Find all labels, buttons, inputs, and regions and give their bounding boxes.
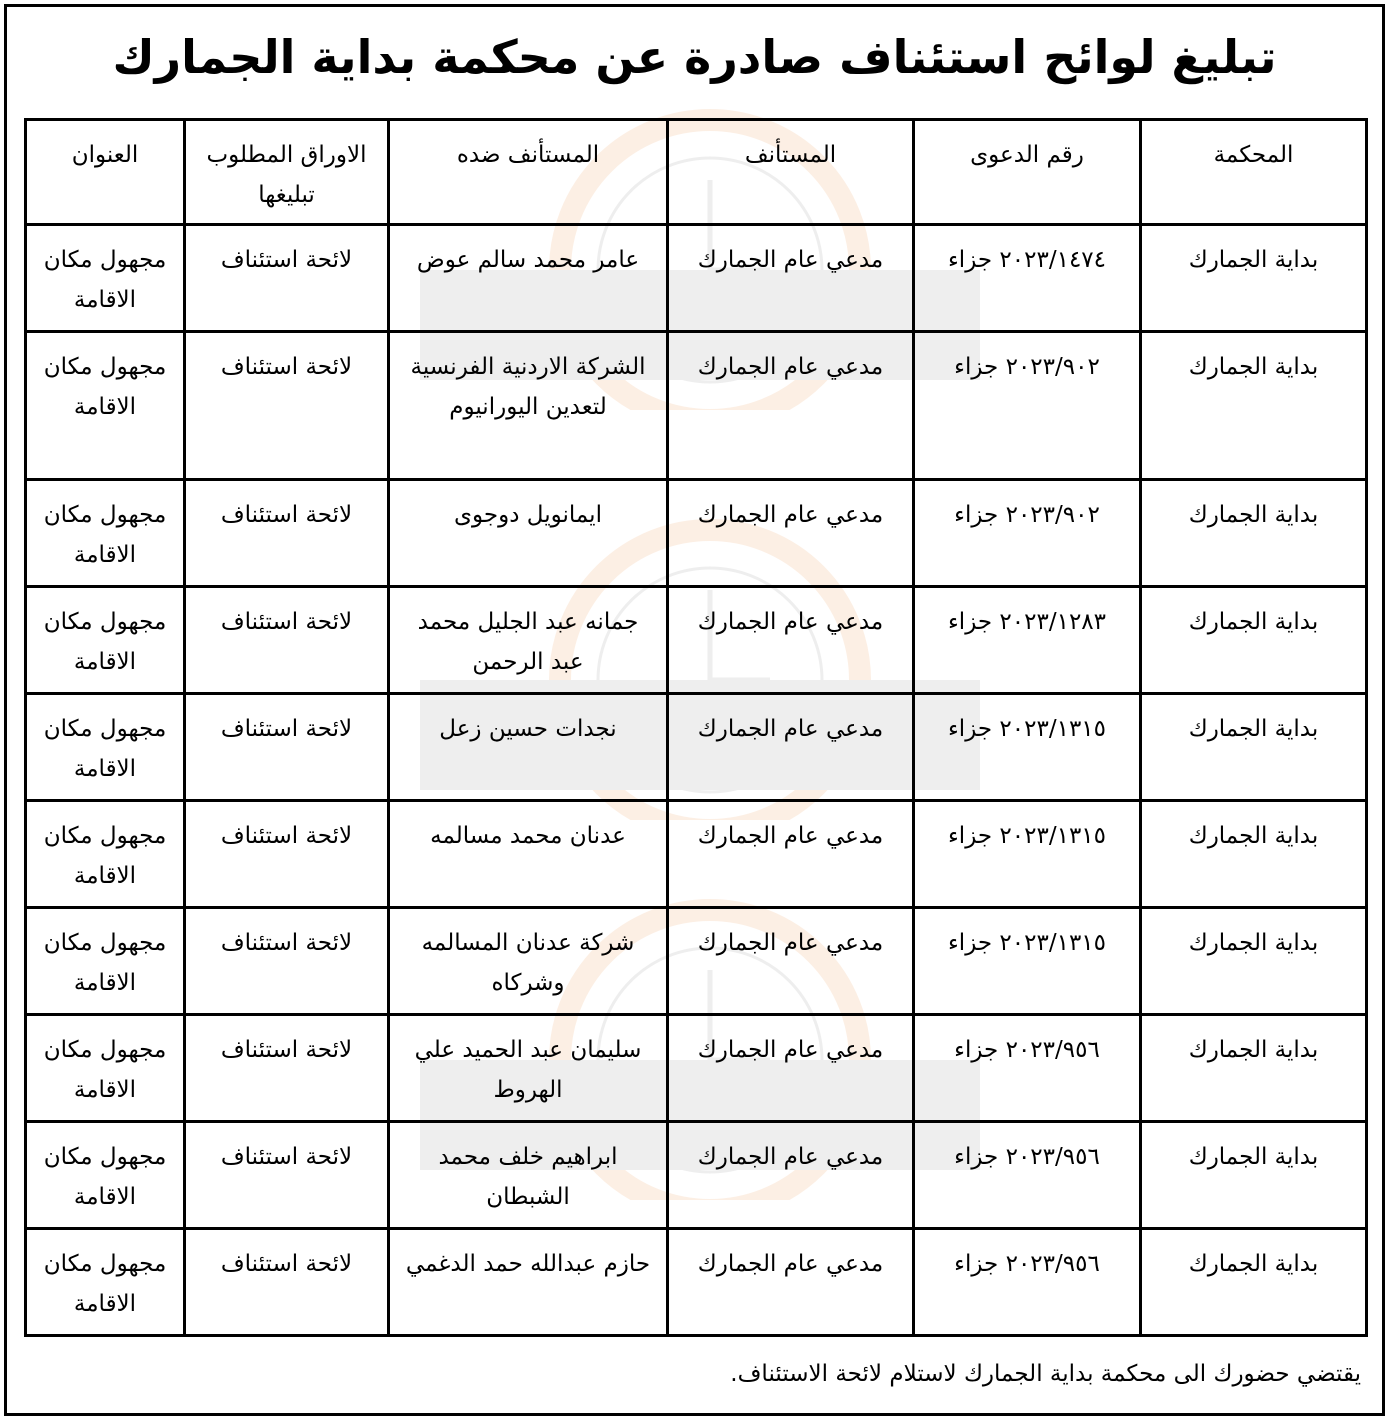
cell-respondent: شركة عدنان المسالمه وشركاه (389, 908, 668, 1015)
cell-case-number: ٢٠٢٣/٩٥٦ جزاء (914, 1015, 1141, 1122)
cell-respondent: ايمانويل دوجوى (389, 480, 668, 587)
cell-address: مجهول مكان الاقامة (26, 332, 185, 480)
cell-address: مجهول مكان الاقامة (26, 1229, 185, 1336)
table-header-row (26, 120, 1367, 225)
table-row (26, 1229, 1367, 1336)
header-case-number: رقم الدعوى (914, 120, 1141, 225)
cell-respondent: حازم عبدالله حمد الدغمي (389, 1229, 668, 1336)
header-documents: الاوراق المطلوب تبليغها (185, 120, 389, 225)
header-respondent: المستأنف ضده (389, 120, 668, 225)
cell-address: مجهول مكان الاقامة (26, 1122, 185, 1229)
cell-appellant: مدعي عام الجمارك (668, 1229, 914, 1336)
cell-documents: لائحة استئناف (185, 694, 389, 801)
cell-case-number: ٢٠٢٣/٩٠٢ جزاء (914, 480, 1141, 587)
cell-court: بداية الجمارك (1141, 1122, 1367, 1229)
cell-address: مجهول مكان الاقامة (26, 225, 185, 332)
notices-table (24, 118, 1368, 1337)
cell-case-number: ٢٠٢٣/٩٥٦ جزاء (914, 1122, 1141, 1229)
page-title: تبليغ لوائح استئناف صادرة عن محكمة بداية الجمارك (112, 30, 1277, 84)
cell-case-number: ٢٠٢٣/١٣١٥ جزاء (914, 694, 1141, 801)
cell-court: بداية الجمارك (1141, 801, 1367, 908)
cell-address: مجهول مكان الاقامة (26, 908, 185, 1015)
cell-court: بداية الجمارك (1141, 1015, 1367, 1122)
cell-appellant: مدعي عام الجمارك (668, 908, 914, 1015)
cell-documents: لائحة استئناف (185, 1122, 389, 1229)
cell-appellant: مدعي عام الجمارك (668, 801, 914, 908)
cell-respondent: الشركة الاردنية الفرنسية لتعدين اليورانيوم (389, 332, 668, 480)
header-appellant: المستأنف (668, 120, 914, 225)
cell-court: بداية الجمارك (1141, 480, 1367, 587)
table-row (26, 332, 1367, 480)
cell-appellant: مدعي عام الجمارك (668, 480, 914, 587)
cell-appellant: مدعي عام الجمارك (668, 587, 914, 694)
cell-address: مجهول مكان الاقامة (26, 801, 185, 908)
table-row (26, 1122, 1367, 1229)
table-row (26, 587, 1367, 694)
cell-documents: لائحة استئناف (185, 332, 389, 480)
cell-respondent: عدنان محمد مسالمه (389, 801, 668, 908)
cell-documents: لائحة استئناف (185, 908, 389, 1015)
cell-address: مجهول مكان الاقامة (26, 480, 185, 587)
cell-respondent: نجدات حسين زعل (389, 694, 668, 801)
cell-case-number: ٢٠٢٣/٩٥٦ جزاء (914, 1229, 1141, 1336)
cell-case-number: ٢٠٢٣/١٤٧٤ جزاء (914, 225, 1141, 332)
cell-appellant: مدعي عام الجمارك (668, 1015, 914, 1122)
table-row (26, 1015, 1367, 1122)
cell-respondent: سليمان عبد الحميد علي الهروط (389, 1015, 668, 1122)
cell-case-number: ٢٠٢٣/٩٠٢ جزاء (914, 332, 1141, 480)
cell-respondent: ابراهيم خلف محمد الشبطان (389, 1122, 668, 1229)
cell-documents: لائحة استئناف (185, 587, 389, 694)
cell-appellant: مدعي عام الجمارك (668, 1122, 914, 1229)
cell-address: مجهول مكان الاقامة (26, 587, 185, 694)
cell-court: بداية الجمارك (1141, 225, 1367, 332)
cell-documents: لائحة استئناف (185, 480, 389, 587)
table-row (26, 225, 1367, 332)
cell-court: بداية الجمارك (1141, 694, 1367, 801)
header-address: العنوان (26, 120, 185, 225)
cell-case-number: ٢٠٢٣/١٢٨٣ جزاء (914, 587, 1141, 694)
cell-court: بداية الجمارك (1141, 908, 1367, 1015)
cell-documents: لائحة استئناف (185, 225, 389, 332)
table-row (26, 480, 1367, 587)
table-row (26, 908, 1367, 1015)
cell-respondent: جمانه عبد الجليل محمد عبد الرحمن (389, 587, 668, 694)
cell-case-number: ٢٠٢٣/١٣١٥ جزاء (914, 801, 1141, 908)
cell-court: بداية الجمارك (1141, 1229, 1367, 1336)
table-row (26, 694, 1367, 801)
footer-note: يقتضي حضورك الى محكمة بداية الجمارك لاستلام لائحة الاستئناف. (730, 1361, 1361, 1387)
cell-court: بداية الجمارك (1141, 587, 1367, 694)
cell-documents: لائحة استئناف (185, 1229, 389, 1336)
cell-appellant: مدعي عام الجمارك (668, 225, 914, 332)
cell-court: بداية الجمارك (1141, 332, 1367, 480)
cell-documents: لائحة استئناف (185, 1015, 389, 1122)
cell-documents: لائحة استئناف (185, 801, 389, 908)
table-row (26, 801, 1367, 908)
cell-respondent: عامر محمد سالم عوض (389, 225, 668, 332)
header-court: المحكمة (1141, 120, 1367, 225)
cell-appellant: مدعي عام الجمارك (668, 332, 914, 480)
cell-case-number: ٢٠٢٣/١٣١٥ جزاء (914, 908, 1141, 1015)
cell-appellant: مدعي عام الجمارك (668, 694, 914, 801)
cell-address: مجهول مكان الاقامة (26, 1015, 185, 1122)
cell-address: مجهول مكان الاقامة (26, 694, 185, 801)
